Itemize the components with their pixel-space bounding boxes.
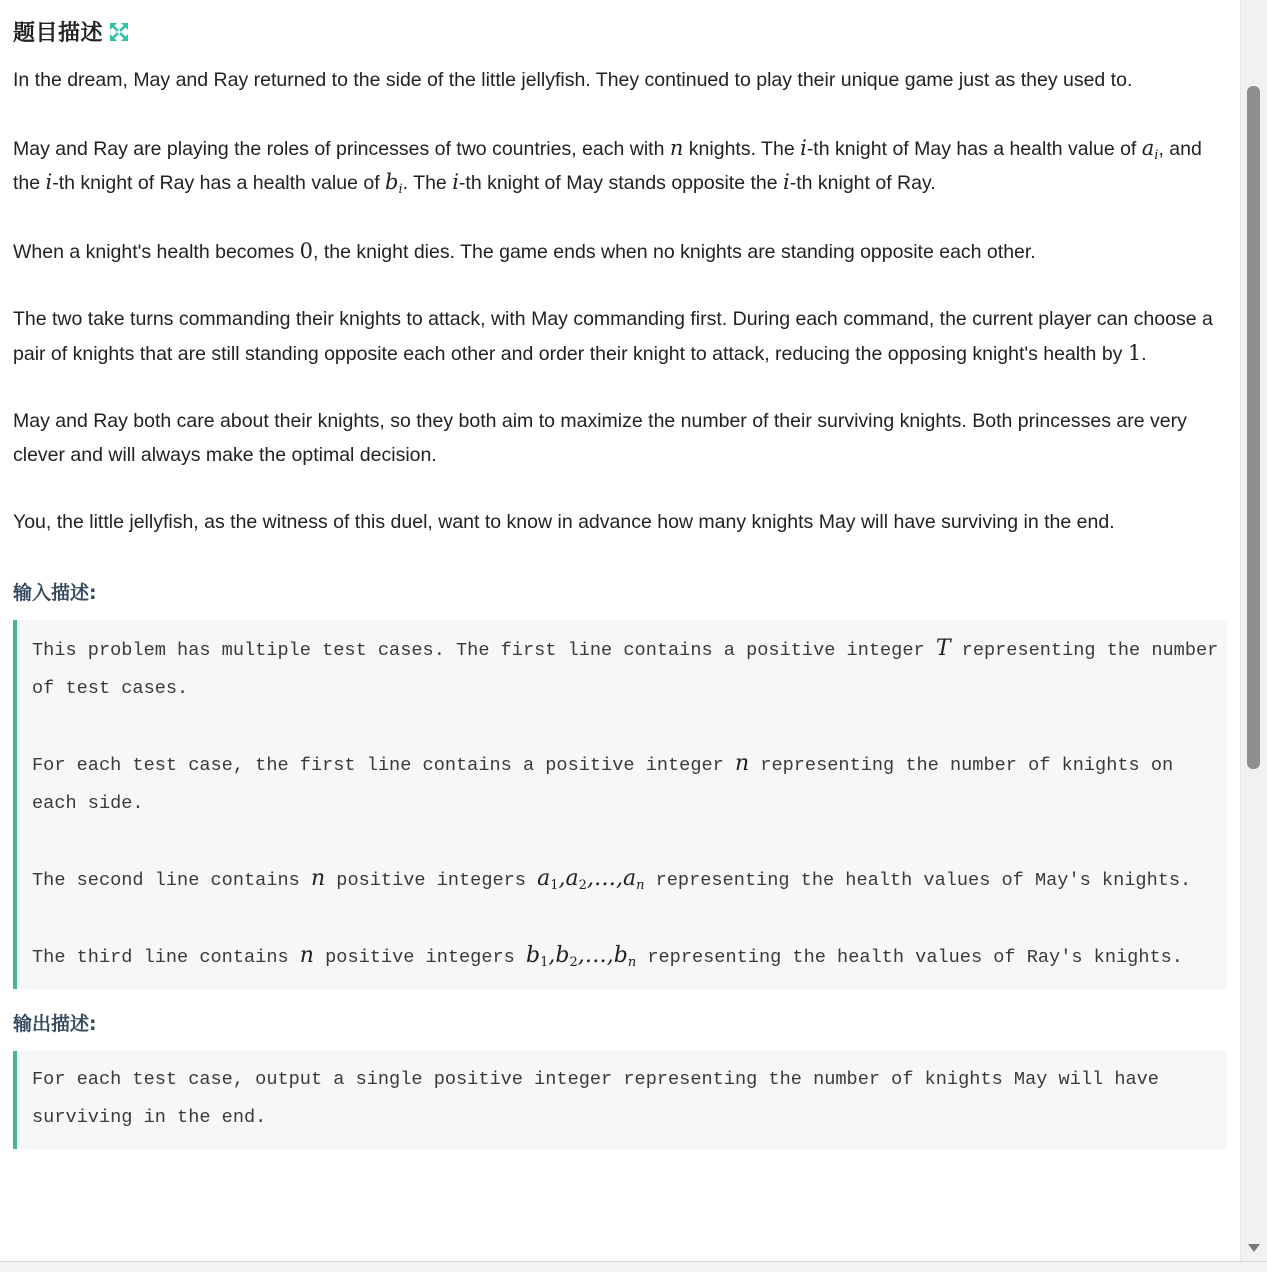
scrollbar-thumb[interactable] xyxy=(1247,86,1260,769)
input-section-title: 输入描述: xyxy=(13,581,97,604)
description-paragraph-3: When a knight's health becomes 0, the knight dies. The game ends when no knights are standing opposite each other. xyxy=(13,238,1036,263)
title-row xyxy=(13,16,1227,46)
math-T: T xyxy=(935,635,951,661)
description-paragraph-6: You, the little jellyfish, as the witness of this duel, want to know in advance how many knights May will have surviving in the end. xyxy=(13,511,1115,533)
input-line-1: This problem has multiple test cases. The first line contains a positive integer T representing the number of test cases. xyxy=(32,635,1219,699)
output-section-title: 输出描述: xyxy=(13,1012,97,1035)
math-b-sequence: $b_1,b_2,\dots,b_n$ xyxy=(525,942,637,970)
math-one: 1 xyxy=(1127,340,1142,365)
description-paragraph-1: In the dream, May and Ray returned to the side of the little jellyfish. They continued to play their unique game just as they used to. xyxy=(13,69,1133,91)
description-paragraph-2: May and Ray are playing the roles of princesses of two countries, each with n knights. The i-th knight of May has a health value of $a_i$, and the i-th knight of Ray has a health value of $b_i$. The i-th knight of May stands opposite the i-th knight of Ray. xyxy=(13,135,1202,197)
expand-icon[interactable] xyxy=(109,22,129,42)
input-line-3: The second line contains n positive integers $a_1,a_2,\dots,a_n$ representing the health values of May's knights. xyxy=(32,865,1192,893)
math-i: i xyxy=(45,170,53,194)
input-line-2: For each test case, the first line contains a positive integer n representing the number of knights on each side. xyxy=(32,750,1174,814)
math-zero: 0 xyxy=(299,238,314,263)
page-title: 题目描述 xyxy=(13,20,104,46)
math-i: i xyxy=(800,135,807,160)
vertical-scrollbar[interactable] xyxy=(1240,0,1267,1262)
math-i: i xyxy=(452,170,459,194)
math-n: n xyxy=(310,865,326,891)
input-line-4: The third line contains n positive integers $b_1,b_2,\dots,b_n$ representing the health values of Ray's knights. xyxy=(32,942,1183,970)
scroll-down-arrow-icon[interactable] xyxy=(1248,1244,1260,1252)
output-description-block xyxy=(13,1051,1227,1149)
math-b-i: $b_i$ xyxy=(385,170,403,197)
description-paragraph-5: May and Ray both care about their knights, so they both aim to maximize the number of their surviving knights. Both princesses are very clever and will always make the optimal decision. xyxy=(13,410,1187,466)
math-n: n xyxy=(299,942,314,968)
bottom-edge-bar xyxy=(0,1261,1267,1272)
input-description-block xyxy=(13,620,1227,989)
math-a-sequence: $a_1,a_2,\dots,a_n$ xyxy=(537,865,645,893)
output-line-1: For each test case, output a single positive integer representing the number of knights May will have surviving in the end. xyxy=(32,1068,1159,1128)
problem-content xyxy=(13,0,1227,1262)
description-paragraph-4: The two take turns commanding their knights to attack, with May commanding first. During each command, the current player can choose a pair of knights that are still standing opposite each other and order their knight to attack, reducing the opposing knight's health by 1. xyxy=(13,308,1213,365)
math-n: n xyxy=(669,135,684,160)
math-n: n xyxy=(734,750,750,776)
math-i: i xyxy=(783,170,790,194)
math-a-i: $a_i$ xyxy=(1141,135,1159,163)
